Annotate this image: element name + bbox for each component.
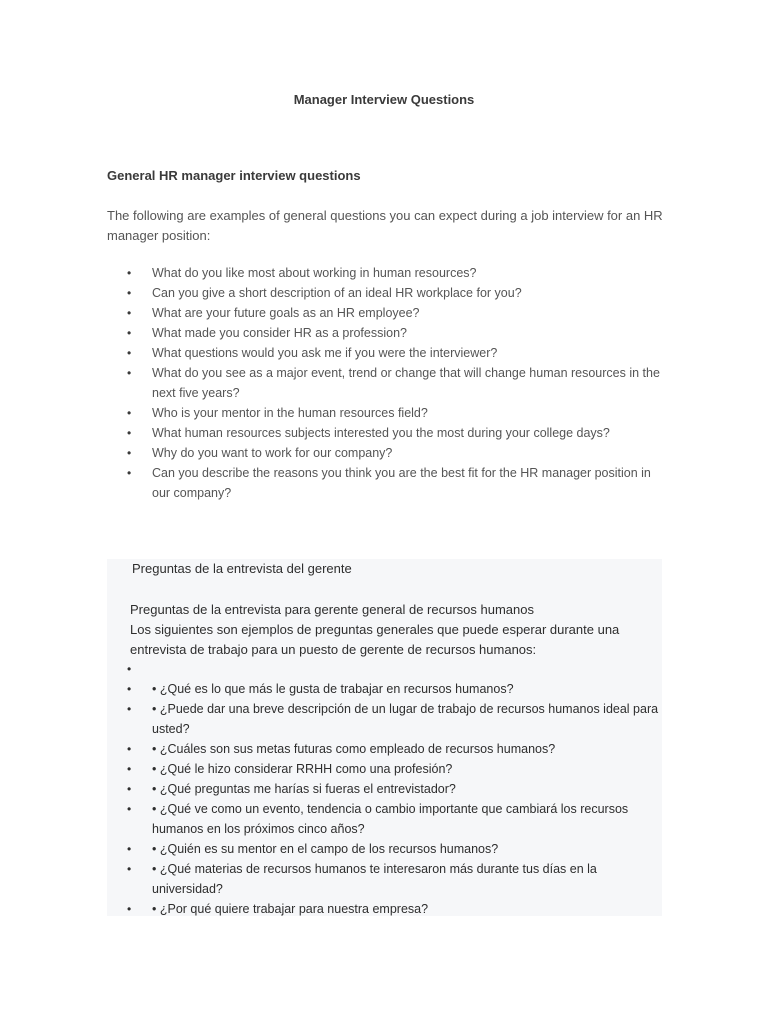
bullet-icon: • (127, 286, 132, 300)
bullet-icon: • (127, 446, 132, 460)
question-item-text: What questions would you ask me if you were the interviewer? (152, 346, 498, 360)
spanish-intro (130, 600, 660, 660)
bullet-icon: • (127, 702, 132, 716)
bullet-icon: • (127, 742, 132, 756)
bullet-icon: • (127, 466, 132, 480)
question-item-text: What made you consider HR as a profession? (152, 326, 407, 340)
question-item-text: Can you describe the reasons you think you are the best fit for the HR manager position in our company? (152, 466, 651, 500)
question-item-text: Why do you want to work for our company? (152, 446, 393, 460)
spanish-question-item-text: • ¿Qué le hizo considerar RRHH como una profesión? (152, 762, 453, 776)
question-item (107, 323, 667, 343)
question-item (107, 303, 667, 323)
spanish-question-item-text: • ¿Qué materias de recursos humanos te interesaron más durante tus días en la universidad? (152, 862, 597, 896)
spanish-question-item-text: • ¿Qué ve como un evento, tendencia o cambio importante que cambiará los recursos humanos en los próximos cinco años? (152, 802, 629, 836)
spanish-question-item-text: • ¿Qué preguntas me harías si fueras el entrevistador? (152, 782, 456, 796)
question-item (107, 403, 667, 423)
spanish-question-item (107, 679, 662, 699)
spanish-question-item (107, 659, 662, 679)
spanish-intro-text: Los siguientes son ejemplos de preguntas generales que puede esperar durante una entrevista de trabajo para un puesto de gerente de recursos humanos: (130, 622, 620, 657)
spanish-question-item-text: • ¿Puede dar una breve descripción de un lugar de trabajo de recursos humanos ideal para usted? (152, 702, 659, 736)
question-item-text: What do you see as a major event, trend or change that will change human resources in the next five years? (152, 366, 660, 400)
question-item (107, 423, 667, 443)
spanish-question-item-text: • ¿Qué es lo que más le gusta de trabajar en recursos humanos? (152, 682, 514, 696)
spanish-question-item (107, 859, 662, 899)
spanish-question-item (107, 699, 662, 739)
bullet-icon: • (127, 266, 132, 280)
document-title: Manager Interview Questions (293, 92, 475, 107)
spanish-question-item (107, 899, 662, 919)
bullet-icon: • (127, 406, 132, 420)
bullet-icon: • (127, 842, 132, 856)
bullet-icon: • (127, 802, 132, 816)
spanish-question-item (107, 759, 662, 779)
bullet-icon: • (127, 782, 132, 796)
bullet-icon: • (127, 366, 132, 380)
intro-paragraph: The following are examples of general questions you can expect during a job interview for an HR manager position: (107, 208, 663, 243)
bullet-icon: • (127, 306, 132, 320)
bullet-icon: • (127, 346, 132, 360)
spanish-question-item (107, 739, 662, 759)
question-item (107, 463, 667, 503)
spanish-question-item-text: • ¿Cuáles son sus metas futuras como empleado de recursos humanos? (152, 742, 556, 756)
spanish-translation-block (107, 559, 662, 916)
question-item-text: What do you like most about working in human resources? (152, 266, 477, 280)
bullet-icon: • (127, 662, 132, 676)
bullet-icon: • (127, 426, 132, 440)
bullet-icon: • (127, 326, 132, 340)
bullet-icon: • (127, 762, 132, 776)
question-item (107, 343, 667, 363)
bullet-icon: • (127, 682, 132, 696)
spanish-title: Preguntas de la entrevista del gerente (132, 561, 352, 576)
question-item (107, 363, 667, 403)
question-item (107, 443, 667, 463)
spanish-question-item (107, 799, 662, 839)
question-item-text: Who is your mentor in the human resources field? (152, 406, 428, 420)
bullet-icon: • (127, 902, 132, 916)
spanish-subheading: Preguntas de la entrevista para gerente general de recursos humanos (130, 602, 534, 617)
question-item (107, 263, 667, 283)
spanish-question-item-text: • ¿Por qué quiere trabajar para nuestra empresa? (152, 902, 429, 916)
spanish-question-item (107, 779, 662, 799)
spanish-question-item (107, 839, 662, 859)
spanish-questions-list (107, 659, 662, 919)
questions-list (107, 263, 667, 503)
question-item-text: What human resources subjects interested you the most during your college days? (152, 426, 610, 440)
section-heading: General HR manager interview questions (107, 168, 361, 183)
spanish-question-item-text: • ¿Quién es su mentor en el campo de los recursos humanos? (152, 842, 499, 856)
bullet-icon: • (127, 862, 132, 876)
question-item (107, 283, 667, 303)
question-item-text: What are your future goals as an HR employee? (152, 306, 420, 320)
question-item-text: Can you give a short description of an ideal HR workplace for you? (152, 286, 522, 300)
